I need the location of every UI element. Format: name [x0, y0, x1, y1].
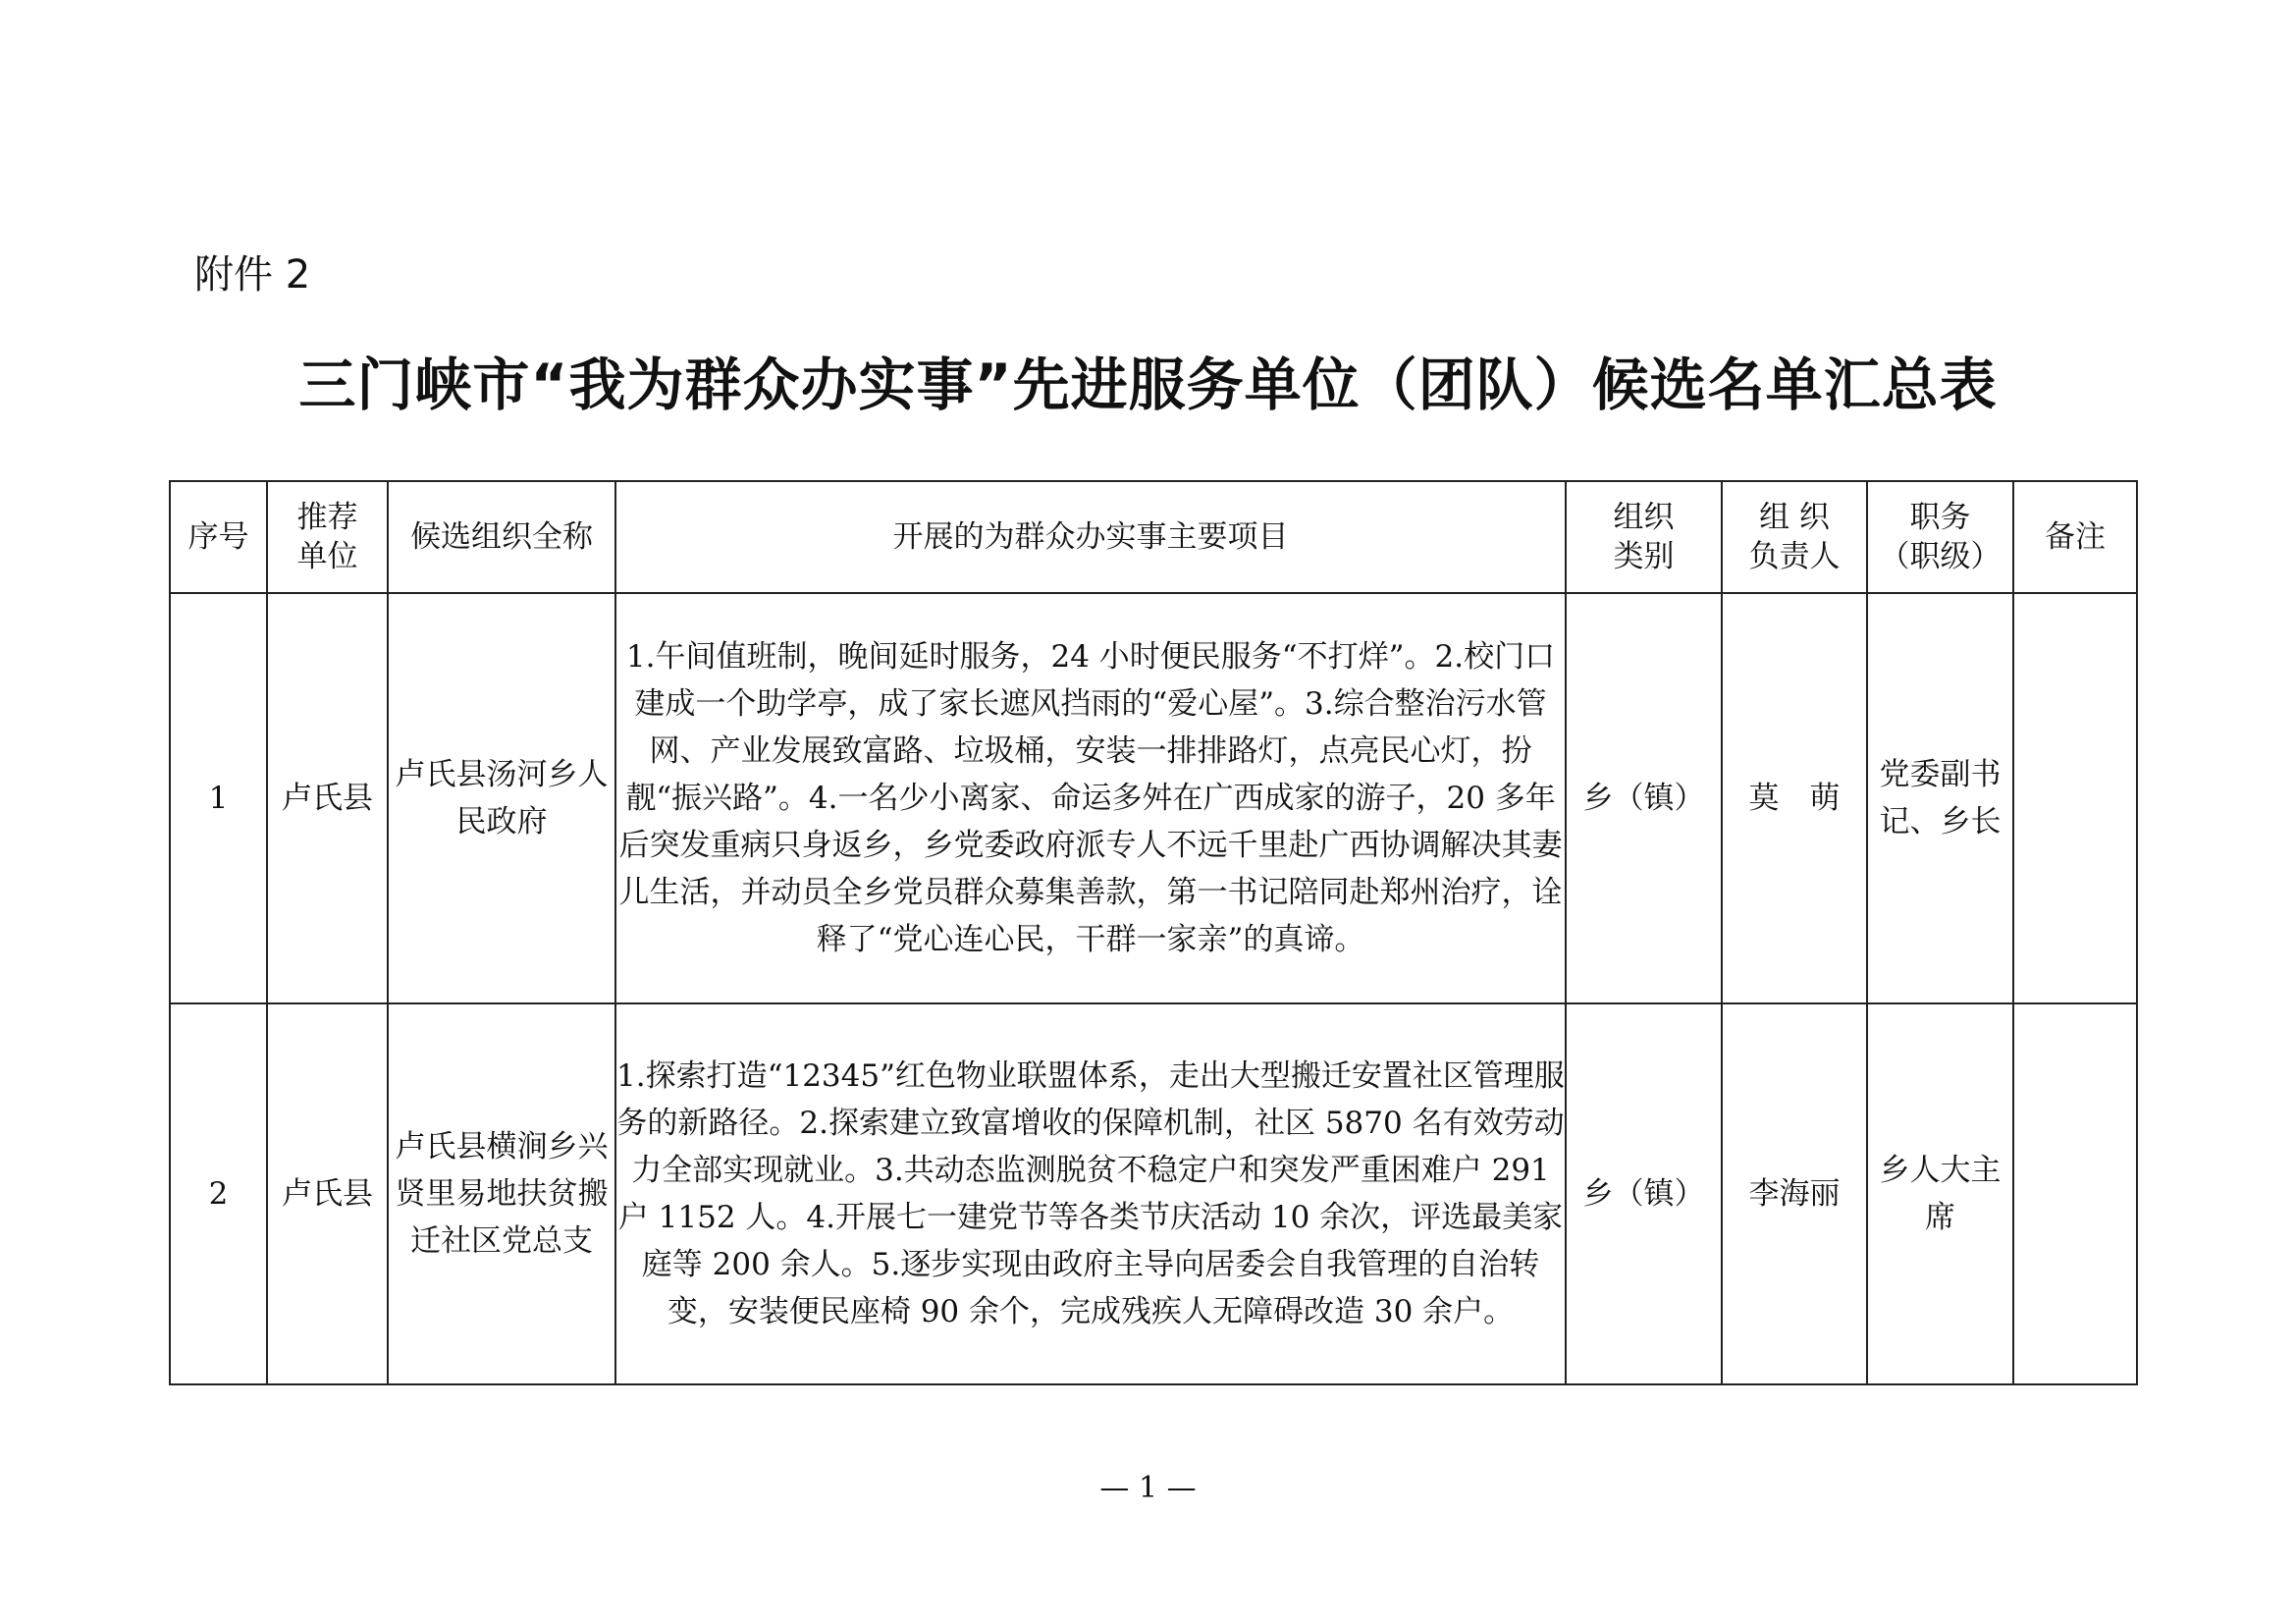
- cell-org-type: 乡（镇）: [1566, 1003, 1722, 1384]
- header-position-line2: （职级）: [1879, 539, 2002, 574]
- header-index: 序号: [170, 481, 267, 593]
- header-leader-line1: 组 织: [1759, 500, 1830, 535]
- cell-org-name: 卢氏县汤河乡人民政府: [388, 593, 615, 1003]
- header-remarks: 备注: [2013, 481, 2137, 593]
- cell-remarks: [2013, 593, 2137, 1003]
- header-recommender-line2: 单位: [296, 539, 358, 574]
- cell-leader: 莫 萌: [1722, 593, 1867, 1003]
- cell-projects: 1.午间值班制，晚间延时服务，24 小时便民服务“不打烊”。2.校门口建成一个助学亭，成了家长遮风挡雨的“爱心屋”。3.综合整治污水管网、产业发展致富路、垃圾桶，安装一排排路灯，点亮民心灯，扮靓“振兴路”。4.一名少小离家、命运多舛在广西成家的游子，20 多年后突发重病只身返乡，乡党委政府派专人不远千里赴广西协调解决其妻儿生活，并动员全乡党员群众募集善款，第一书记陪同赴郑州治疗，诠释了“党心连心民，干群一家亲”的真谛。: [615, 593, 1566, 1003]
- header-leader: [1722, 481, 1867, 593]
- document-title: 三门峡市“我为群众办实事”先进服务单位（团队）候选名单汇总表: [298, 352, 1998, 418]
- cell-recommender: 卢氏县: [267, 1003, 388, 1384]
- table-row: [170, 1003, 2137, 1384]
- header-org-type-line1: 组织: [1613, 500, 1675, 535]
- header-org-type: [1566, 481, 1722, 593]
- header-position: [1867, 481, 2013, 593]
- cell-recommender: 卢氏县: [267, 593, 388, 1003]
- page-number: — 1 —: [1099, 1471, 1197, 1505]
- header-position-line1: 职务: [1909, 500, 1971, 535]
- cell-org-name: 卢氏县横涧乡兴贤里易地扶贫搬迁社区党总支: [388, 1003, 615, 1384]
- cell-remarks: [2013, 1003, 2137, 1384]
- header-org-name: 候选组织全称: [388, 481, 615, 593]
- candidate-summary-table: [169, 480, 2138, 1385]
- cell-position: 党委副书记、乡长: [1867, 593, 2013, 1003]
- cell-leader: 李海丽: [1722, 1003, 1867, 1384]
- cell-index: 2: [170, 1003, 267, 1384]
- cell-projects: 1.探索打造“12345”红色物业联盟体系，走出大型搬迁安置社区管理服务的新路径。2.探索建立致富增收的保障机制，社区 5870 名有效劳动力全部实现就业。3.共动态监测脱贫不稳定户和突发严重困难户 291 户 1152 人。4.开展七一建党节等各类节庆活动 10 余次，评选最美家庭等 200 余人。5.逐步实现由政府主导向居委会自我管理的自治转变，安装便民座椅 90 余个，完成残疾人无障碍改造 30 余户。: [615, 1003, 1566, 1384]
- table-header-row: [170, 481, 2137, 593]
- header-org-type-line2: 类别: [1613, 539, 1675, 574]
- cell-index: 1: [170, 593, 267, 1003]
- attachment-label: 附件 2: [194, 252, 311, 298]
- header-recommender: [267, 481, 388, 593]
- header-projects: 开展的为群众办实事主要项目: [615, 481, 1566, 593]
- table-row: [170, 593, 2137, 1003]
- cell-org-type: 乡（镇）: [1566, 593, 1722, 1003]
- header-recommender-line1: 推荐: [296, 500, 358, 535]
- cell-position: 乡人大主席: [1867, 1003, 2013, 1384]
- header-leader-line2: 负责人: [1748, 539, 1841, 574]
